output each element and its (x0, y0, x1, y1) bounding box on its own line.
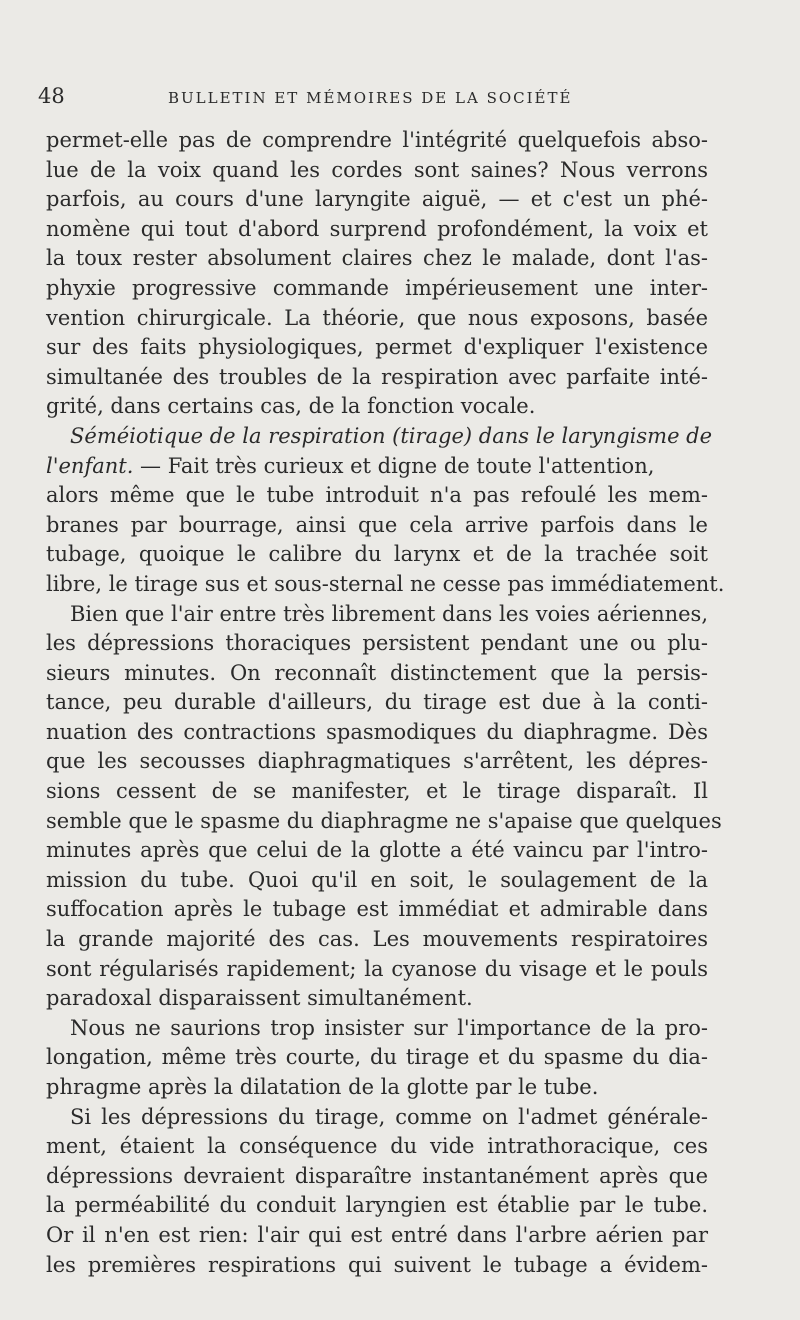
text-line: grité, dans certains cas, de la fonction vocale. (46, 394, 536, 419)
text-line: parfois, au cours d'une laryngite aiguë, — et c'est un phé- (46, 187, 708, 212)
text-line: longation, même très courte, du tirage et du spasme du dia- (46, 1045, 708, 1070)
text-line: libre, le tirage sus et sous-sternal ne cesse pas immédiatement. (46, 571, 725, 596)
text-line: tance, peu durable d'ailleurs, du tirage est due à la conti- (46, 690, 708, 715)
text-line: que les secousses diaphragmatiques s'arrêtent, les dépres- (46, 749, 708, 774)
text-line: la toux rester absolument claires chez le malade, dont l'as- (46, 246, 708, 271)
text-line: Or il n'en est rien: l'air qui est entré dans l'arbre aérien par (46, 1222, 708, 1247)
text-line: les premières respirations qui suivent le tubage a évidem- (46, 1252, 708, 1277)
text-line: Bien que l'air entre très librement dans les voies aériennes, (70, 601, 708, 626)
text-line: permet-elle pas de comprendre l'intégrité quelquefois abso- (46, 128, 708, 152)
text-line (46, 452, 708, 482)
text-line: vention chirurgicale. La théorie, que nous exposons, basée (46, 305, 708, 330)
text-line: dépressions devraient disparaître instantanément après que (46, 1163, 708, 1188)
text-line: semble que le spasme du diaphragme ne s'apaise que quelques (46, 808, 722, 833)
text-line: nuation des contractions spasmodiques du diaphragme. Dès (46, 719, 708, 744)
text-line: mission du tube. Quoi qu'il en soit, le soulagement de la (46, 867, 708, 892)
text-line: lue de la voix quand les cordes sont saines? Nous verrons (46, 157, 708, 182)
text-line: sur des faits physiologiques, permet d'expliquer l'existence (46, 335, 708, 360)
running-title: BULLETIN ET MÉMOIRES DE LA SOCIÉTÉ (168, 89, 573, 107)
section-heading-line: Séméiotique de la respiration (tirage) dans le laryngisme de (70, 423, 713, 448)
text-line: suffocation après le tubage est immédiat et admirable dans (46, 897, 708, 922)
text-line: sions cessent de se manifester, et le tirage disparaît. Il (46, 779, 708, 804)
text-line: la perméabilité du conduit laryngien est établie par le tube. (46, 1193, 708, 1218)
text-line: branes par bourrage, ainsi que cela arrive parfois dans le (46, 512, 708, 537)
text-line: Si les dépressions du tirage, comme on l'admet générale- (70, 1104, 708, 1129)
section-heading-end: l'enfant. (46, 453, 134, 478)
text-line: les dépressions thoraciques persistent pendant une ou plu- (46, 631, 708, 656)
text-line: phyxie progressive commande impérieusement une inter- (46, 275, 708, 300)
text-line: simultanée des troubles de la respiration avec parfaite inté- (46, 364, 708, 389)
text-line: sont régularisés rapidement; la cyanose du visage et le pouls (46, 956, 708, 981)
text-line: sieurs minutes. On reconnaît distinctement que la persis- (46, 660, 708, 685)
page-header (38, 84, 578, 108)
text-line: alors même que le tube introduit n'a pas refoulé les mem- (46, 483, 708, 508)
body-text (46, 126, 725, 1280)
text-line: phragme après la dilatation de la glotte par le tube. (46, 1075, 599, 1099)
text-line: ment, étaient la conséquence du vide intrathoracique, ces (46, 1134, 708, 1159)
text-line: Nous ne saurions trop insister sur l'importance de la pro- (70, 1015, 708, 1040)
text-line: tubage, quoique le calibre du larynx et de la trachée soit (46, 542, 708, 567)
text-line: minutes après que celui de la glotte a été vaincu par l'intro- (46, 838, 708, 863)
page-number: 48 (38, 84, 65, 108)
paragraph-text: — Fait très curieux et digne de toute l'attention, (133, 453, 655, 478)
text-line: paradoxal disparaissent simultanément. (46, 986, 473, 1011)
text-line: nomène qui tout d'abord surprend profondément, la voix et (46, 216, 708, 241)
text-line: la grande majorité des cas. Les mouvements respiratoires (46, 927, 708, 952)
